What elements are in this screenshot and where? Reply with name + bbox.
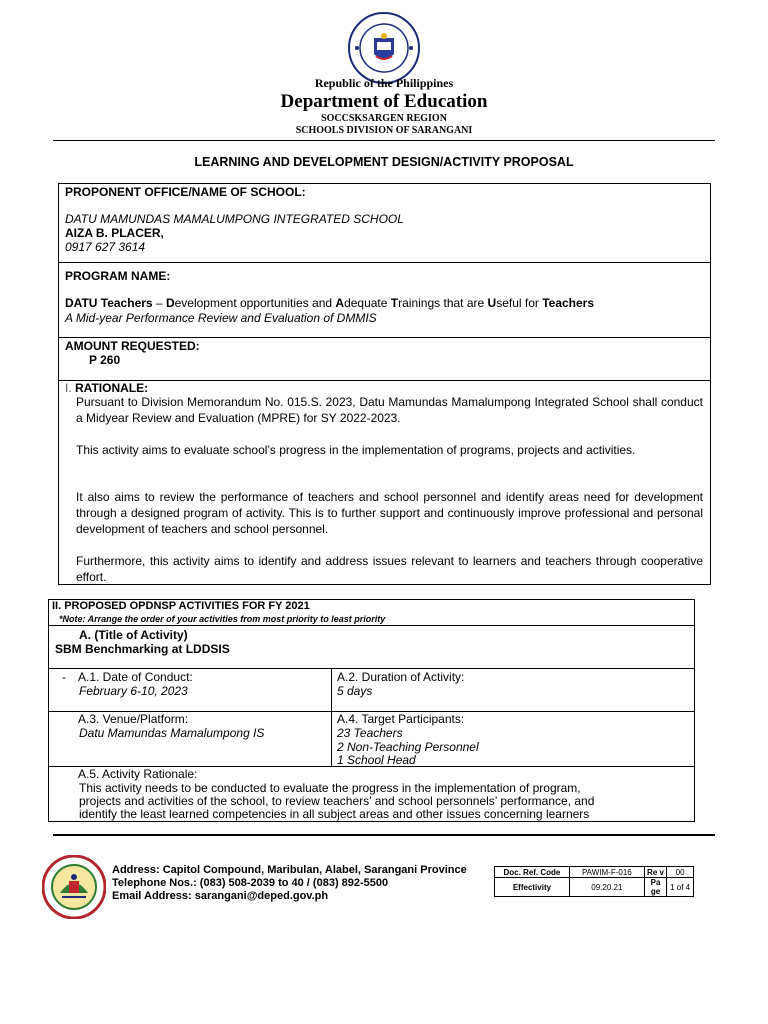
- document-title: LEARNING AND DEVELOPMENT DESIGN/ACTIVITY PROPOSAL: [194, 155, 574, 169]
- activity-label: A. (Title of Activity): [79, 628, 188, 642]
- ref-cell: Re v: [644, 867, 666, 878]
- program-part: –: [152, 296, 166, 310]
- participants-value: 1 School Head: [337, 753, 416, 767]
- duration-value: 5 days: [337, 684, 373, 698]
- activity-row-1: [48, 668, 695, 712]
- rationale-box: [58, 380, 711, 585]
- activity-title: SBM Benchmarking at LDDSIS: [55, 642, 230, 656]
- program-part: T: [390, 296, 399, 310]
- division-seal-logo: [42, 855, 106, 919]
- amount-label: AMOUNT REQUESTED:: [65, 339, 200, 353]
- program-box: [58, 262, 711, 338]
- rationale-paragraph: It also aims to review the performance of teachers and school personnel and identify areas need for development through a designed program of activity. This is to further support and continuously improve professional and personal development of teachers and school personnel.: [76, 490, 703, 536]
- program-name: [65, 296, 594, 310]
- activity-rationale-line: This activity needs to be conducted to evaluate the progress in the implementation of program,: [79, 781, 581, 795]
- rationale-paragraph: This activity aims to evaluate school’s progress in the implementation of programs, projects and activities.: [76, 443, 636, 457]
- footer-email: Email Address: sarangani@deped.gov.ph: [112, 890, 329, 902]
- proponent-phone: 0917 627 3614: [65, 240, 146, 254]
- proponent-box: [58, 183, 711, 263]
- program-part: rainings that are: [398, 296, 488, 310]
- ref-cell: PAWIM-F-016: [569, 867, 644, 878]
- school-name: DATU MAMUNDAS MAMALUMPONG INTEGRATED SCHOOL: [65, 212, 404, 226]
- program-part: evelopment opportunities and: [174, 296, 336, 310]
- program-part: D: [165, 296, 175, 310]
- amount-box: [58, 337, 711, 381]
- amount-value: P 260: [89, 353, 121, 367]
- ref-cell: Effectivity: [495, 878, 570, 897]
- program-part: DATU Teachers: [65, 296, 153, 310]
- ref-cell: Doc. Ref. Code: [495, 867, 570, 878]
- participants-label: A.4. Target Participants:: [337, 712, 465, 726]
- duration-label: A.2. Duration of Activity:: [337, 670, 465, 684]
- deped-seal-logo: [348, 12, 420, 84]
- activity-row-3: [48, 766, 695, 822]
- venue-label: A.3. Venue/Platform:: [78, 712, 189, 726]
- section2-header-box: [48, 599, 695, 626]
- activity-rationale-line: identify the least learned competencies in all subject areas and other issues concerning learners: [79, 807, 590, 821]
- section2-title: II. PROPOSED OPDNSP ACTIVITIES FOR FY 2021: [52, 600, 310, 612]
- rationale-paragraph: Furthermore, this activity aims to identify and address issues relevant to learners and teachers through cooperative effort.: [76, 554, 703, 584]
- bullet-dash: -: [62, 670, 66, 684]
- venue-value: Datu Mamundas Mamalumpong IS: [79, 726, 265, 740]
- ref-cell: 09.20.21: [569, 878, 644, 897]
- program-label: PROGRAM NAME:: [65, 269, 171, 283]
- document-reference-table: [494, 866, 694, 897]
- date-of-conduct-value: February 6-10, 2023: [79, 684, 188, 698]
- activity-row-2: [48, 711, 695, 767]
- ref-cell: 1 of 4: [667, 878, 694, 897]
- proponent-name: AIZA B. PLACER,: [65, 226, 164, 240]
- proponent-label: PROPONENT OFFICE/NAME OF SCHOOL:: [65, 185, 306, 199]
- activity-rationale-line: projects and activities of the school, to review teachers’ and school personnels’ performance, and: [79, 794, 595, 808]
- program-part: Teachers: [542, 296, 595, 310]
- department-title: Department of Education: [280, 91, 488, 112]
- activity-rationale-label: A.5. Activity Rationale:: [78, 767, 198, 781]
- participants-value: 23 Teachers: [337, 726, 403, 740]
- table-row: [495, 878, 694, 897]
- program-subtitle: A Mid-year Performance Review and Evaluation of DMMIS: [65, 311, 377, 325]
- rationale-heading: [65, 381, 148, 395]
- region-text: SOCCSKSARGEN REGION: [321, 113, 447, 124]
- republic-text: Republic of the Philippines: [314, 76, 454, 90]
- division-text: SCHOOLS DIVISION OF SARANGANI: [295, 125, 473, 136]
- participants-value: 2 Non-Teaching Personnel: [337, 740, 479, 754]
- footer-divider: [53, 834, 715, 836]
- cell-divider: [331, 712, 332, 766]
- program-part: A: [335, 296, 345, 310]
- footer-telephone: Telephone Nos.: (083) 508-2039 to 40 / (083) 892-5500: [112, 877, 389, 889]
- program-part: seful for: [496, 296, 543, 310]
- ref-cell: 00: [667, 867, 694, 878]
- rationale-number: I.: [65, 381, 72, 395]
- program-part: dequate: [344, 296, 391, 310]
- footer-address: Address: Capitol Compound, Maribulan, Alabel, Sarangani Province: [112, 864, 467, 876]
- date-of-conduct-label: A.1. Date of Conduct:: [78, 670, 193, 684]
- header-divider: [53, 140, 715, 141]
- section2-note: *Note: Arrange the order of your activities from most priority to least priority: [59, 614, 386, 624]
- cell-divider: [331, 669, 332, 711]
- rationale-paragraph: Pursuant to Division Memorandum No. 015.S. 2023, Datu Mamundas Mamalumpong Integrated School shall conduct a Midyear Review and Evaluation (MPRE) for SY 2022-2023.: [76, 395, 703, 425]
- rationale-label: RATIONALE:: [75, 381, 149, 395]
- table-row: [495, 867, 694, 878]
- program-part: U: [487, 296, 497, 310]
- ref-cell: Pa ge: [644, 878, 666, 897]
- activity-title-box: [48, 625, 695, 669]
